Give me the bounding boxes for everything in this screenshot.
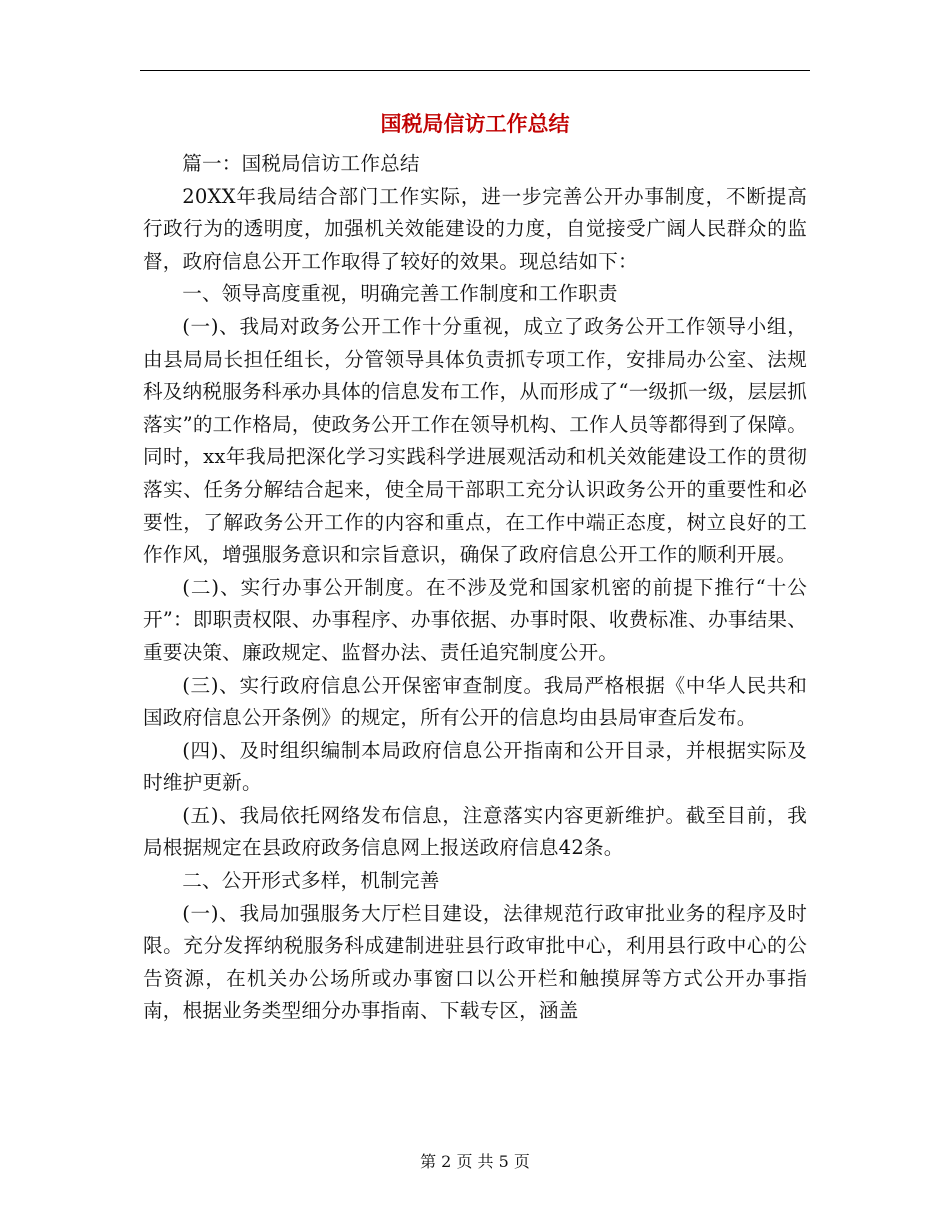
paragraph-heading-one: 一、领导高度重视，明确完善工作制度和工作职责 [182, 282, 618, 306]
paragraph-item-5: (五)、我局依托网络发布信息，注意落实内容更新维护。截至目前，我局根据规定在县政府政务信息网上报送政府信息42条。 [143, 803, 807, 860]
paragraph-item-2: (二)、实行办事公开制度。在不涉及党和国家机密的前提下推行“十公开”：即职责权限、办事程序、办事依据、办事时限、收费标准、办事结果、重要决策、廉政规定、监督办法、责任追究制度公开。 [143, 575, 807, 664]
paragraph-item-3: (三)、实行政府信息公开保密审查制度。我局严格根据《中华人民共和国政府信息公开条例》的规定，所有公开的信息均由县局审查后发布。 [143, 673, 807, 730]
page-number-footer: 第 2 页 共 5 页 [420, 1152, 530, 1171]
paragraph-section-heading: 篇一：国税局信访工作总结 [182, 152, 420, 175]
paragraph-item-1: (一)、我局对政务公开工作十分重视，成立了政务公开工作领导小组，由县局局长担任组长，分管领导具体负责抓专项工作，安排局办公室、法规科及纳税服务科承办具体的信息发布工作，从而形成了“一级抓一级，层层抓落实”的工作格局，使政务公开工作在领导机构、工作人员等都得到了保障。同时，xx年我局把深化学习实践科学进展观活动和机关效能建设工作的贯彻落实、任务分解结合起来，使全局干部职工充分认识政务公开的重要性和必要性，了解政务公开工作的内容和重点，在工作中端正态度，树立良好的工作作风，增强服务意识和宗旨意识，确保了政府信息公开工作的顺利开展。 [143, 314, 807, 567]
paragraph-intro: 20XX年我局结合部门工作实际，进一步完善公开办事制度，不断提高行政行为的透明度，加强机关效能建设的力度，自觉接受广阔人民群众的监督，政府信息公开工作取得了较好的效果。现总结如下： [143, 184, 807, 273]
header-rule [140, 70, 810, 71]
document-body [143, 148, 807, 1028]
paragraph-heading-two: 二、公开形式多样，机制完善 [182, 869, 440, 893]
paragraph-item-4: (四)、及时组织编制本局政府信息公开指南和公开目录，并根据实际及时维护更新。 [143, 738, 807, 795]
document-title: 国税局信访工作总结 [380, 112, 570, 136]
paragraph-item-2-1: (一)、我局加强服务大厅栏目建设，法律规范行政审批业务的程序及时限。充分发挥纳税服务科成建制进驻县行政审批中心，利用县行政中心的公告资源，在机关办公场所或办事窗口以公开栏和触摸屏等方式公开办事指南，根据业务类型细分办事指南、下载专区，涵盖 [143, 901, 807, 1023]
